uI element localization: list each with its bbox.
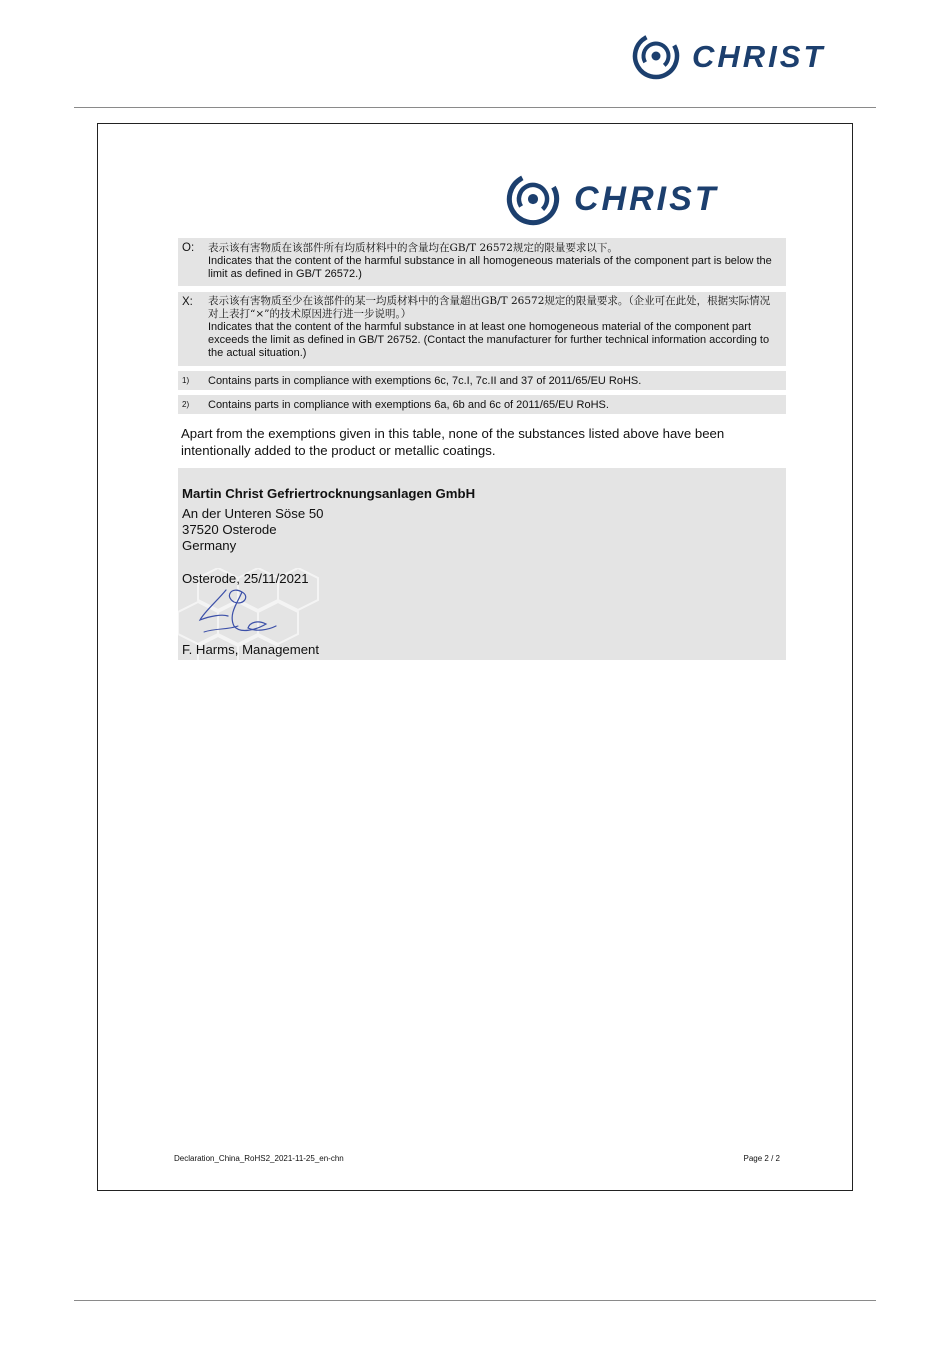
company-street: An der Unteren Söse 50 (182, 506, 324, 521)
legend-english-text: Indicates that the content of the harmful substance in all homogeneous materials of the component part is below the limit as defined in GB/T 26572.) (208, 255, 772, 280)
signer-name: F. Harms, Management (182, 642, 320, 657)
legend-row-x (178, 292, 786, 366)
footnote-row-1 (178, 371, 786, 390)
legend-mark: O: (182, 242, 195, 254)
christ-swirl-icon (506, 172, 560, 226)
document-id: Declaration_China_RoHS2_2021-11-25_en-chn (174, 1154, 344, 1163)
page-number: Page 2 / 2 (743, 1154, 780, 1163)
company-country: Germany (182, 538, 237, 553)
footnote-text: Contains parts in compliance with exemptions 6a, 6b and 6c of 2011/65/EU RoHS. (208, 399, 609, 411)
handwritten-signature (198, 586, 278, 638)
legend-row-o (178, 238, 786, 286)
footnote-marker: 2) (182, 400, 190, 409)
legend-chinese-text: 表示该有害物质至少在该部件的某一均质材料中的含量超出GB/T 26572规定的限量要求。（企业可在此处，根据实际情况对上表打“×”的技术原因进行进一步说明。） (208, 295, 771, 320)
legend-english-text: Indicates that the content of the harmful substance in at least one homogeneous material of the component part exceeds the limit as defined in GB/T 26752. (Contact the manufacturer for further technical information according to the actual situation.) (208, 321, 770, 359)
legend-mark: X: (182, 296, 193, 308)
exemption-statement: Apart from the exemptions given in this table, none of the substances listed above have been intentionally added to the product or metallic coatings. (181, 426, 725, 458)
company-city: 37520 Osterode (182, 522, 277, 537)
header-divider (74, 107, 876, 108)
document-logo (506, 172, 719, 226)
christ-swirl-icon (632, 32, 680, 80)
company-signature-block (178, 468, 786, 660)
company-name: Martin Christ Gefriertrocknungsanlagen GmbH (182, 486, 476, 501)
legend-text (208, 295, 780, 360)
document-page (97, 123, 853, 1191)
place-and-date: Osterode, 25/11/2021 (182, 571, 309, 586)
footnote-marker: 1) (182, 376, 190, 385)
header-logo (632, 32, 825, 80)
footnote-text: Contains parts in compliance with exemptions 6c, 7c.I, 7c.II and 37 of 2011/65/EU RoHS. (208, 375, 642, 387)
brand-wordmark: CHRIST (574, 180, 719, 218)
footer-divider (74, 1300, 876, 1301)
legend-chinese-text: 表示该有害物质在该部件所有均质材料中的含量均在GB/T 26572规定的限量要求以下。 (208, 242, 618, 254)
brand-wordmark: CHRIST (692, 38, 826, 74)
footnote-row-2 (178, 395, 786, 414)
legend-text (208, 242, 780, 281)
